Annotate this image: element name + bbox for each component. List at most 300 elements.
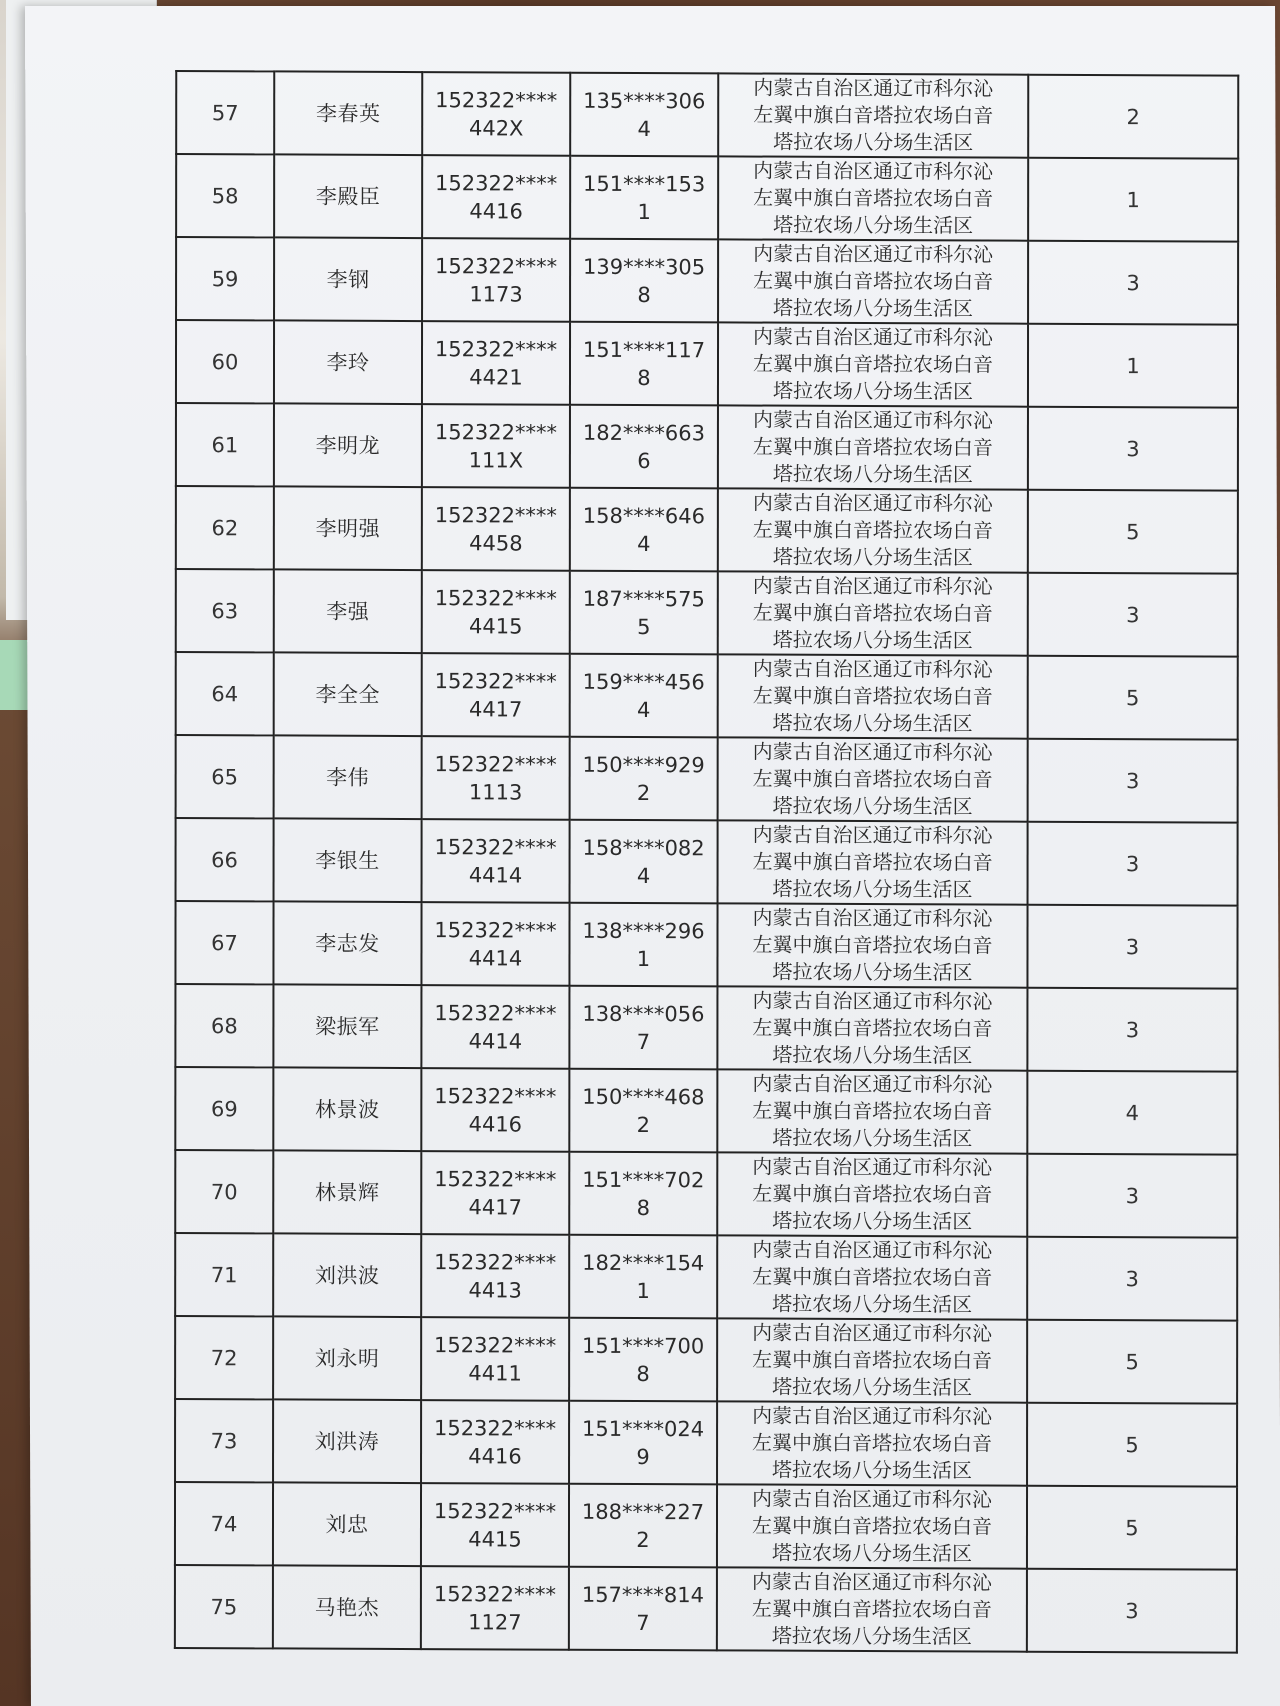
household-count: 5 (1126, 685, 1140, 710)
name-cell (274, 818, 422, 902)
phone-cell (569, 1484, 717, 1568)
phone-cell (570, 571, 718, 655)
address-line: 内蒙古自治区通辽市科尔沁 (752, 988, 993, 1014)
person-name: 梁振军 (315, 1014, 380, 1039)
household-count-cell (1027, 1403, 1237, 1487)
row-number: 65 (211, 764, 239, 789)
row-number-cell (176, 652, 274, 735)
phone-number-line: 4 (637, 697, 651, 722)
id-number-line: 4458 (469, 530, 523, 556)
address-cell (718, 820, 1028, 904)
id-number-cell (421, 1566, 569, 1650)
address-cell (717, 986, 1027, 1070)
phone-cell (570, 488, 718, 572)
id-number-cell (422, 736, 570, 820)
phone-number-line: 159****456 (582, 669, 705, 694)
household-count: 5 (1125, 1349, 1139, 1374)
phone-number-line: 8 (636, 1361, 650, 1386)
resident-table (174, 70, 1239, 1654)
phone-number-line: 2 (636, 1527, 650, 1552)
household-count-cell (1028, 822, 1238, 906)
person-name: 李玲 (326, 350, 370, 375)
id-number-line: 152322**** (434, 834, 557, 860)
person-name: 林景波 (315, 1097, 380, 1122)
address-line: 左翼中旗白音塔拉农场白音 (753, 185, 994, 211)
person-name: 李银生 (315, 848, 380, 873)
name-cell (274, 403, 422, 487)
phone-number-line: 182****154 (582, 1250, 705, 1275)
address-line: 内蒙古自治区通辽市科尔沁 (752, 1071, 993, 1097)
phone-number-line: 8 (637, 365, 651, 390)
phone-number-line: 2 (636, 780, 651, 805)
phone-number-line: 6 (637, 448, 651, 473)
row-number: 63 (211, 598, 239, 623)
phone-number-line: 4 (636, 863, 651, 888)
row-number: 71 (210, 1262, 238, 1287)
id-number-line: 4421 (469, 364, 523, 390)
address-cell (717, 1069, 1027, 1153)
address-line: 左翼中旗白音塔拉农场白音 (752, 766, 993, 792)
person-name: 李春英 (315, 101, 381, 126)
address-line: 内蒙古自治区通辽市科尔沁 (752, 407, 993, 433)
person-name: 李伟 (326, 765, 370, 790)
address-line: 左翼中旗白音塔拉农场白音 (753, 268, 994, 294)
row-number: 72 (210, 1345, 238, 1370)
row-number: 67 (211, 930, 238, 955)
address-line: 内蒙古自治区通辽市科尔沁 (752, 739, 993, 765)
household-count: 3 (1126, 602, 1140, 627)
table-container (174, 70, 1237, 1654)
address-line: 塔拉农场八分场生活区 (772, 1208, 973, 1234)
address-line: 内蒙古自治区通辽市科尔沁 (752, 1403, 993, 1429)
household-count-cell (1027, 905, 1237, 989)
household-count: 3 (1126, 436, 1140, 461)
id-number-cell (422, 487, 570, 571)
phone-cell (570, 73, 718, 157)
address-line: 左翼中旗白音塔拉农场白音 (753, 102, 994, 128)
address-line: 左翼中旗白音塔拉农场白音 (752, 517, 993, 543)
id-number-line: 152322**** (433, 1498, 557, 1524)
id-number-line: 4414 (468, 1028, 523, 1054)
row-number-cell (175, 1316, 273, 1399)
row-number-cell (176, 569, 274, 652)
address-cell (718, 156, 1028, 240)
row-number: 69 (210, 1096, 238, 1121)
table-body (175, 71, 1238, 1653)
table-row (175, 1316, 1237, 1404)
phone-cell (570, 405, 718, 489)
id-number-line: 152322**** (434, 917, 557, 943)
id-number-line: 111X (468, 447, 524, 473)
table-row (176, 652, 1238, 740)
row-number-cell (176, 320, 274, 403)
person-name: 刘洪波 (314, 1263, 380, 1288)
row-number-cell (176, 237, 274, 320)
row-number: 61 (211, 432, 239, 457)
id-number-line: 152322**** (434, 336, 558, 362)
table-row (176, 569, 1238, 657)
address-line: 塔拉农场八分场生活区 (773, 295, 974, 321)
household-count: 3 (1125, 1017, 1140, 1042)
row-number: 74 (210, 1511, 238, 1536)
phone-number-line: 7 (636, 1610, 650, 1635)
address-line: 塔拉农场八分场生活区 (772, 1291, 973, 1317)
document-page (25, 6, 1280, 1706)
address-line: 内蒙古自治区通辽市科尔沁 (752, 1486, 993, 1512)
address-line: 左翼中旗白音塔拉农场白音 (752, 1015, 993, 1041)
address-line: 左翼中旗白音塔拉农场白音 (752, 434, 993, 460)
address-line: 内蒙古自治区通辽市科尔沁 (752, 1154, 993, 1180)
address-line: 左翼中旗白音塔拉农场白音 (752, 1181, 993, 1207)
name-cell (273, 984, 421, 1068)
row-number-cell (176, 403, 274, 486)
id-number-line: 1127 (468, 1609, 522, 1635)
row-number: 68 (211, 1013, 238, 1038)
id-number-line: 152322**** (434, 751, 557, 777)
address-line: 塔拉农场八分场生活区 (772, 1457, 973, 1483)
table-row (175, 1482, 1237, 1570)
phone-cell (569, 1235, 717, 1319)
person-name: 马艳杰 (314, 1595, 380, 1620)
id-number-cell (421, 1483, 569, 1567)
phone-cell (570, 322, 718, 406)
id-number-line: 152322**** (434, 585, 557, 611)
phone-cell (569, 1152, 717, 1236)
id-number-line: 1113 (468, 779, 523, 805)
address-cell (718, 73, 1028, 157)
address-cell (718, 488, 1028, 572)
row-number-cell (176, 154, 274, 237)
table-row (175, 984, 1237, 1072)
id-number-line: 4413 (468, 1277, 522, 1303)
row-number-cell (176, 486, 274, 569)
id-number-cell (422, 155, 570, 239)
id-number-cell (422, 238, 570, 322)
address-line: 内蒙古自治区通辽市科尔沁 (752, 490, 993, 516)
id-number-line: 4414 (468, 945, 523, 971)
id-number-line: 4416 (468, 1111, 523, 1137)
address-line: 内蒙古自治区通辽市科尔沁 (752, 1237, 993, 1263)
person-name: 李明龙 (315, 433, 381, 458)
phone-number-line: 138****056 (582, 1001, 705, 1026)
row-number: 64 (211, 681, 239, 706)
household-count-cell (1027, 1569, 1237, 1653)
household-count: 1 (1126, 353, 1140, 378)
household-count: 5 (1126, 519, 1140, 544)
address-line: 左翼中旗白音塔拉农场白音 (752, 1430, 993, 1456)
address-line: 塔拉农场八分场生活区 (772, 544, 973, 570)
household-count-cell (1028, 75, 1238, 159)
address-line: 左翼中旗白音塔拉农场白音 (752, 351, 994, 377)
row-number-cell (175, 1399, 273, 1482)
name-cell (273, 1067, 421, 1151)
address-line: 塔拉农场八分场生活区 (772, 627, 973, 653)
id-number-line: 152322**** (434, 1249, 557, 1275)
id-number-cell (422, 321, 570, 405)
address-line: 左翼中旗白音塔拉农场白音 (752, 932, 993, 958)
address-cell (718, 405, 1028, 489)
household-count: 3 (1125, 851, 1140, 876)
address-cell (717, 903, 1027, 987)
name-cell (274, 320, 422, 404)
person-name: 刘忠 (325, 1512, 369, 1537)
phone-number-line: 187****575 (582, 586, 705, 611)
table-row (176, 71, 1238, 159)
address-line: 塔拉农场八分场生活区 (772, 1374, 973, 1400)
household-count-cell (1027, 1154, 1237, 1238)
table-row (176, 320, 1238, 408)
table-row (176, 486, 1238, 574)
row-number-cell (175, 901, 273, 984)
address-cell (718, 737, 1028, 821)
household-count-cell (1027, 1237, 1237, 1321)
address-cell (717, 1152, 1027, 1236)
address-line: 塔拉农场八分场生活区 (772, 378, 973, 404)
phone-number-line: 151****702 (582, 1167, 705, 1192)
household-count: 3 (1126, 270, 1140, 295)
household-count-cell (1028, 324, 1238, 408)
row-number: 62 (211, 515, 239, 540)
phone-number-line: 4 (637, 531, 651, 556)
id-number-line: 152322**** (433, 1415, 557, 1441)
phone-cell (569, 1567, 717, 1651)
phone-number-line: 151****024 (581, 1416, 705, 1441)
id-number-cell (421, 1068, 569, 1152)
household-count: 5 (1125, 1515, 1139, 1540)
address-line: 塔拉农场八分场生活区 (772, 710, 973, 736)
address-line: 塔拉农场八分场生活区 (773, 212, 974, 238)
address-line: 内蒙古自治区通辽市科尔沁 (751, 1569, 992, 1595)
household-count-cell (1027, 1320, 1237, 1404)
id-number-line: 152322**** (435, 170, 558, 196)
id-number-cell (422, 653, 570, 737)
address-line: 内蒙古自治区通辽市科尔沁 (753, 158, 994, 184)
phone-number-line: 139****305 (582, 254, 706, 279)
household-count-cell (1028, 573, 1238, 657)
address-line: 内蒙古自治区通辽市科尔沁 (752, 1320, 993, 1346)
household-count: 3 (1125, 1183, 1139, 1208)
id-number-cell (422, 570, 570, 654)
row-number-cell (176, 818, 274, 901)
address-line: 内蒙古自治区通辽市科尔沁 (752, 573, 993, 599)
address-line: 塔拉农场八分场生活区 (771, 1540, 972, 1566)
id-number-line: 4416 (468, 1443, 522, 1469)
address-line: 塔拉农场八分场生活区 (771, 1623, 972, 1649)
name-cell (274, 71, 422, 155)
id-number-cell (422, 819, 570, 903)
name-cell (274, 154, 422, 238)
table-row (175, 901, 1237, 989)
id-number-cell (422, 72, 570, 156)
phone-cell (569, 903, 717, 987)
person-name: 李全全 (315, 682, 380, 707)
address-line: 塔拉农场八分场生活区 (772, 1125, 973, 1151)
address-line: 塔拉农场八分场生活区 (772, 876, 973, 902)
household-count-cell (1028, 739, 1238, 823)
name-cell (274, 237, 422, 321)
phone-number-line: 182****663 (582, 420, 706, 445)
name-cell (274, 652, 422, 736)
phone-cell (569, 986, 717, 1070)
table-row (175, 1399, 1237, 1487)
address-line: 左翼中旗白音塔拉农场白音 (752, 1098, 993, 1124)
id-number-line: 152322**** (434, 1166, 557, 1192)
name-cell (273, 1316, 421, 1400)
household-count: 3 (1125, 768, 1140, 793)
name-cell (273, 1482, 421, 1566)
name-cell (274, 735, 422, 819)
address-line: 塔拉农场八分场生活区 (773, 129, 974, 155)
name-cell (273, 1399, 421, 1483)
row-number: 73 (210, 1428, 238, 1453)
table-row (176, 818, 1238, 906)
phone-number-line: 151****700 (582, 1333, 705, 1358)
row-number-cell (175, 1067, 273, 1150)
row-number-cell (175, 984, 273, 1067)
phone-cell (570, 820, 718, 904)
address-line: 内蒙古自治区通辽市科尔沁 (752, 656, 993, 682)
person-name: 李志发 (315, 931, 380, 956)
row-number: 57 (211, 100, 239, 125)
phone-number-line: 151****117 (582, 337, 706, 362)
row-number-cell (175, 1565, 273, 1648)
address-line: 塔拉农场八分场生活区 (772, 793, 973, 819)
household-count-cell (1027, 1486, 1237, 1570)
phone-cell (570, 737, 718, 821)
phone-cell (570, 156, 718, 240)
id-number-line: 4411 (468, 1360, 522, 1386)
address-line: 左翼中旗白音塔拉农场白音 (751, 1596, 992, 1622)
phone-cell (569, 1069, 717, 1153)
address-line: 内蒙古自治区通辽市科尔沁 (752, 822, 993, 848)
household-count-cell (1027, 988, 1237, 1072)
name-cell (273, 1150, 421, 1234)
household-count-cell (1027, 1071, 1237, 1155)
table-row (176, 237, 1238, 325)
id-number-cell (421, 1234, 569, 1318)
address-line: 左翼中旗白音塔拉农场白音 (752, 1347, 993, 1373)
address-cell (718, 239, 1028, 323)
row-number: 59 (211, 266, 239, 291)
address-line: 左翼中旗白音塔拉农场白音 (751, 1513, 993, 1539)
household-count-cell (1028, 490, 1238, 574)
id-number-cell (421, 1400, 569, 1484)
phone-number-line: 1 (637, 199, 651, 224)
phone-number-line: 7 (636, 1029, 651, 1054)
row-number-cell (175, 1482, 273, 1565)
name-cell (273, 1565, 421, 1649)
phone-number-line: 138****296 (582, 918, 705, 943)
phone-number-line: 5 (637, 614, 651, 639)
row-number-cell (176, 735, 274, 818)
row-number: 58 (211, 183, 239, 208)
phone-number-line: 135****306 (583, 88, 706, 113)
household-count: 4 (1125, 1100, 1140, 1125)
phone-cell (569, 1318, 717, 1402)
id-number-line: 152322**** (434, 502, 557, 528)
person-name: 刘永明 (314, 1346, 380, 1371)
household-count-cell (1028, 407, 1238, 491)
id-number-line: 4415 (468, 1526, 522, 1552)
phone-cell (570, 654, 718, 738)
person-name: 李明强 (315, 516, 381, 541)
row-number: 60 (211, 349, 239, 374)
name-cell (274, 569, 422, 653)
phone-number-line: 158****082 (582, 835, 705, 860)
phone-number-line: 9 (636, 1444, 650, 1469)
id-number-line: 4417 (468, 1194, 522, 1220)
person-name: 刘洪涛 (314, 1429, 380, 1454)
phone-cell (569, 1401, 717, 1485)
address-line: 左翼中旗白音塔拉农场白音 (752, 600, 993, 626)
table-row (176, 735, 1238, 823)
address-cell (717, 1567, 1027, 1651)
id-number-cell (421, 1317, 569, 1401)
household-count-cell (1028, 241, 1238, 325)
id-number-cell (421, 902, 569, 986)
address-line: 塔拉农场八分场生活区 (772, 1042, 973, 1068)
address-line: 内蒙古自治区通辽市科尔沁 (752, 905, 993, 931)
id-number-line: 152322**** (434, 419, 558, 445)
address-line: 内蒙古自治区通辽市科尔沁 (753, 241, 994, 267)
id-number-line: 152322**** (434, 1083, 557, 1109)
phone-number-line: 1 (636, 946, 651, 971)
phone-number-line: 1 (636, 1278, 650, 1303)
table-row (176, 403, 1238, 491)
row-number-cell (176, 71, 274, 154)
name-cell (274, 486, 422, 570)
address-line: 塔拉农场八分场生活区 (772, 461, 973, 487)
id-number-line: 152322**** (433, 1581, 557, 1607)
table-row (175, 1233, 1237, 1321)
phone-number-line: 158****646 (582, 503, 705, 528)
id-number-line: 152322**** (434, 668, 557, 694)
table-row (175, 1565, 1237, 1653)
name-cell (273, 1233, 421, 1317)
id-number-line: 1173 (469, 281, 523, 307)
id-number-line: 4414 (468, 862, 523, 888)
row-number: 75 (210, 1594, 238, 1619)
phone-number-line: 151****153 (583, 171, 706, 196)
address-cell (717, 1235, 1027, 1319)
household-count-cell (1028, 158, 1238, 242)
address-cell (718, 571, 1028, 655)
row-number-cell (175, 1233, 273, 1316)
address-cell (717, 1401, 1027, 1485)
household-count: 1 (1126, 187, 1140, 212)
phone-number-line: 4 (637, 116, 651, 141)
household-count: 2 (1126, 104, 1140, 129)
address-cell (718, 322, 1028, 406)
person-name: 林景辉 (315, 1180, 380, 1205)
address-line: 左翼中旗白音塔拉农场白音 (752, 849, 993, 875)
id-number-line: 4415 (469, 613, 523, 639)
id-number-line: 152322**** (434, 253, 558, 279)
phone-number-line: 2 (636, 1112, 651, 1137)
phone-number-line: 8 (637, 282, 651, 307)
row-number: 66 (211, 847, 238, 872)
name-cell (273, 901, 421, 985)
household-count: 3 (1125, 1598, 1139, 1623)
address-cell (717, 1484, 1027, 1568)
row-number: 70 (210, 1179, 238, 1204)
address-line: 内蒙古自治区通辽市科尔沁 (753, 324, 994, 350)
id-number-cell (421, 985, 569, 1069)
id-number-cell (421, 1151, 569, 1235)
phone-cell (570, 239, 718, 323)
table-row (176, 154, 1238, 242)
address-line: 内蒙古自治区通辽市科尔沁 (753, 75, 994, 101)
